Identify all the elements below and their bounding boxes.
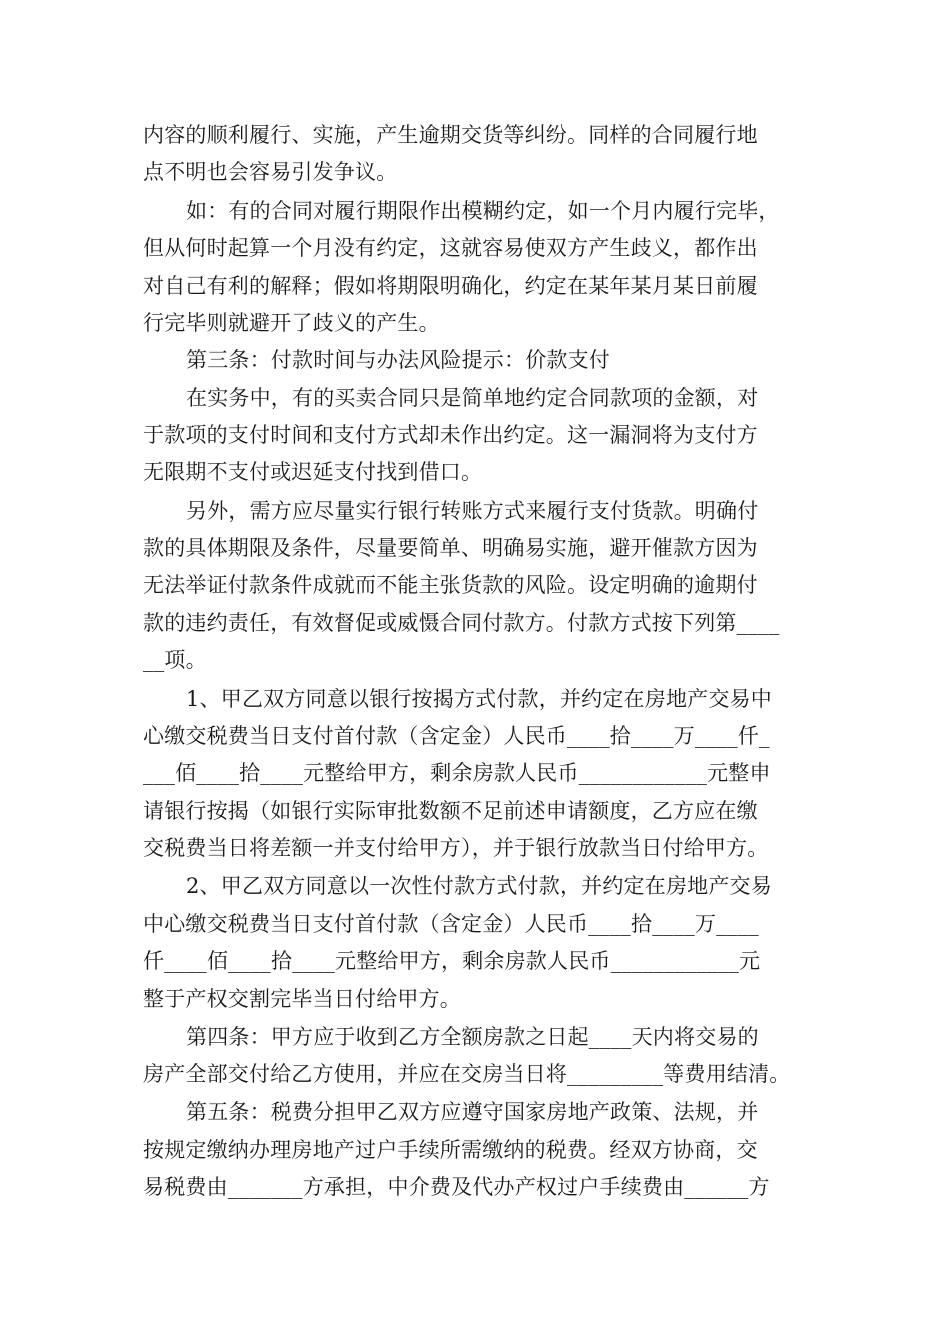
text-line: 易税费由_______方承担，中介费及代办产权过户手续费由______方 bbox=[143, 1175, 770, 1199]
text-line: 款的具体期限及条件，尽量要简单、明确易实施，避开催款方因为 bbox=[143, 536, 758, 560]
text-line: 对自己有利的解释；假如将期限明确化，约定在某年某月某日前履 bbox=[143, 274, 758, 298]
text-line: 仟____佰____拾____元整给甲方，剩余房款人民币____________元 bbox=[143, 949, 761, 973]
text-line: 请银行按揭（如银行实际审批数额不足前述申请额度，乙方应在缴 bbox=[143, 799, 758, 823]
text-line: 行完毕则就避开了歧义的产生。 bbox=[143, 311, 440, 335]
text-line: 另外，需方应尽量实行银行转账方式来履行支付货款。明确付 bbox=[186, 499, 759, 523]
text-line: 但从何时起算一个月没有约定，这就容易使双方产生歧义，都作出 bbox=[143, 236, 758, 260]
text-line: 款的违约责任，有效督促或威慑合同付款方。付款方式按下列第____ bbox=[143, 611, 780, 635]
text-line: __项。 bbox=[143, 648, 207, 672]
section-heading: 第三条：付款时间与办法风险提示：价款支付 bbox=[186, 348, 610, 372]
text-line: 按规定缴纳办理房地产过户手续所需缴纳的税费。经双方协商，交 bbox=[143, 1138, 758, 1162]
text-line: ___佰____拾____元整给甲方，剩余房款人民币____________元整申 bbox=[143, 761, 771, 785]
text-line: 内容的顺利履行、实施，产生逾期交货等纠纷。同样的合同履行地 bbox=[143, 123, 758, 147]
text-line: 第四条：甲方应于收到乙方全额房款之日起____天内将交易的 bbox=[186, 1025, 759, 1049]
text-line: 点不明也会容易引发争议。 bbox=[143, 160, 398, 184]
text-line: 中心缴交税费当日支付首付款（含定金）人民币____拾____万____ bbox=[143, 912, 759, 936]
text-line: 于款项的支付时间和支付方式却未作出约定。这一漏洞将为支付方 bbox=[143, 423, 758, 447]
text-line: 心缴交税费当日支付首付款（含定金）人民币____拾____万____仟_ bbox=[143, 724, 770, 748]
text-line: 整于产权交割完毕当日付给甲方。 bbox=[143, 987, 461, 1011]
text-line: 2、甲乙双方同意以一次性付款方式付款，并约定在房地产交易 bbox=[186, 874, 772, 898]
text-line: 1、甲乙双方同意以银行按揭方式付款，并约定在房地产交易中 bbox=[186, 687, 772, 711]
text-line: 如：有的合同对履行期限作出模糊约定，如一个月内履行完毕， bbox=[186, 199, 780, 223]
text-line: 无限期不支付或迟延支付找到借口。 bbox=[143, 460, 483, 484]
text-line: 无法举证付款条件成就而不能主张货款的风险。设定明确的逾期付 bbox=[143, 573, 758, 597]
text-line: 在实务中，有的买卖合同只是简单地约定合同款项的金额，对 bbox=[186, 386, 759, 410]
text-line: 房产全部交付给乙方使用，并应在交房当日将_________等费用结清。 bbox=[143, 1062, 791, 1086]
text-line: 第五条：税费分担甲乙双方应遵守国家房地产政策、法规，并 bbox=[186, 1100, 759, 1124]
text-line: 交税费当日将差额一并支付给甲方），并于银行放款当日付给甲方。 bbox=[143, 836, 769, 860]
